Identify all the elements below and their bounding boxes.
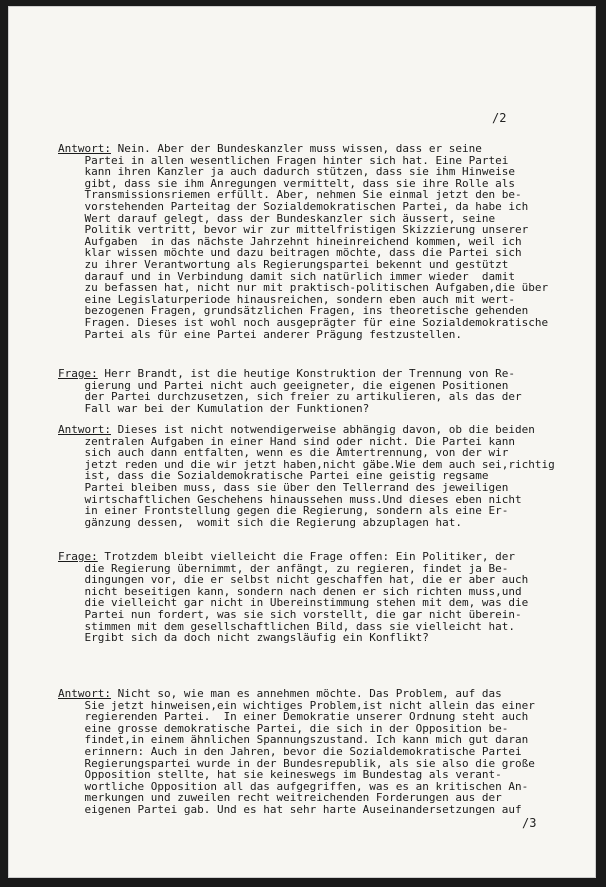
text-line <box>58 494 580 506</box>
line-text: Politik vertritt, bevor wir zur mittelfristigen Skizzierung unserer <box>58 224 529 236</box>
text-line <box>58 224 580 236</box>
text-line <box>58 482 580 494</box>
text-line <box>58 769 580 781</box>
answer-block-1 <box>58 143 580 340</box>
text-line <box>58 143 580 155</box>
line-text: Partei nun fordert, was sie sich vorstellt, die gar nicht überein- <box>58 608 522 621</box>
line-text: Dieses ist nicht notwendigerweise abhängig davon, ob die beiden <box>110 424 535 436</box>
text-line <box>58 178 580 190</box>
text-line <box>58 259 580 271</box>
text-line <box>58 621 580 633</box>
text-line <box>58 609 580 621</box>
text-line <box>58 723 580 735</box>
line-text: klar wissen möchte und dazu beitragen möchte, dass die Partei sich <box>58 247 522 259</box>
line-text: darauf und in Verbindung damit sich natürlich immer wieder damit <box>58 270 515 283</box>
line-text: Aufgaben in das nächste Jahrzehnt hineinreichend kommen, weil ich <box>58 235 522 248</box>
line-text: kann ihren Kanzler ja auch dadurch stützen, dass sie ihm Hinweise <box>58 166 515 178</box>
question-block-2 <box>58 551 580 644</box>
speaker-label: Antwort: <box>58 143 111 155</box>
text-line <box>58 271 580 283</box>
text-line <box>58 632 580 644</box>
text-line <box>58 459 580 471</box>
text-line <box>58 470 580 482</box>
line-text: eine grosse demokratische Partei, die sich in der Opposition be- <box>58 722 509 735</box>
text-line <box>58 380 580 392</box>
line-text: wortliche Opposition all das aufgegriffen, was es an kritischen An- <box>58 780 529 793</box>
text-line <box>58 804 580 816</box>
line-text: Trotzdem bleibt vielleicht die Frage offen: Ein Politiker, der <box>97 551 515 563</box>
text-line <box>58 391 580 403</box>
text-line <box>58 734 580 746</box>
text-line <box>58 711 580 723</box>
text-line <box>58 213 580 225</box>
speaker-label: Frage: <box>58 368 98 380</box>
line-text: die vielleicht gar nicht in Übereinstimmung stehen mit dem, was die <box>58 597 529 609</box>
text-line <box>58 758 580 770</box>
text-line <box>58 201 580 213</box>
text-line <box>58 236 580 248</box>
text-line <box>58 424 580 436</box>
text-line <box>58 746 580 758</box>
line-text: vorstehenden Parteitag der Sozialdemokratischen Partei, da habe ich <box>58 200 529 213</box>
speaker-label: Antwort: <box>58 424 111 436</box>
text-line <box>58 436 580 448</box>
line-text: wirtschaftlichen Geschehens hinaussehen muss.Und dieses eben nicht <box>58 493 522 506</box>
text-line <box>58 247 580 259</box>
line-text: zu ihrer Verantwortung als Regierungspartei bekennt und gestützt <box>58 258 509 271</box>
text-line <box>58 781 580 793</box>
text-line <box>58 551 580 563</box>
line-text: gierung und Partei nicht auch geeigneter, die eigenen Positionen <box>58 379 509 392</box>
text-line <box>58 166 580 178</box>
line-text: in einer Frontstellung gegen die Regierung, sondern als eine Er- <box>58 505 509 517</box>
text-line <box>58 294 580 306</box>
text-line <box>58 189 580 201</box>
page-number-top: /2 <box>492 111 507 125</box>
page-number-bottom: /3 <box>522 816 537 830</box>
text-line <box>58 155 580 167</box>
line-text: sich auch dann entfalten, wenn es die Ämtertrennung, von der wir <box>58 447 509 459</box>
line-text: Opposition stellte, hat sie keineswegs im Bundestag als verant- <box>58 769 502 781</box>
speaker-label: Antwort: <box>58 688 111 700</box>
line-text: Nein. Aber der Bundeskanzler muss wissen, dass er seine <box>110 143 482 155</box>
text-line <box>58 563 580 575</box>
line-text: eine Legislaturperiode hinausreichen, sondern eben auch mit wert- <box>58 293 515 306</box>
line-text: Sie jetzt hinweisen,ein wichtiges Problem,ist nicht allein das einer <box>58 699 535 712</box>
line-text: die Regierung übernimmt, der anfängt, zu regieren, findet ja Be- <box>58 562 509 575</box>
line-text: Partei bleiben muss, dass sie über den Tellerrand des jeweiligen <box>58 481 509 494</box>
line-text: jetzt reden und die wir jetzt haben,nicht gäbe.Wie dem auch sei,richtig <box>58 458 555 471</box>
text-line <box>58 700 580 712</box>
line-text: bezogenen Fragen, grundsätzlichen Fragen, ins theoretische gehenden <box>58 305 529 317</box>
speaker-label: Frage: <box>58 551 98 563</box>
line-text: Transmissionsriemen erfüllt. Aber, nehmen Sie einmal jetzt den be- <box>58 189 522 201</box>
text-line <box>58 792 580 804</box>
text-line <box>58 282 580 294</box>
line-text: Herr Brandt, ist die heutige Konstruktion der Trennung von Re- <box>97 368 515 380</box>
text-line <box>58 517 580 529</box>
line-text: gänzung dessen, womit sich die Regierung abzuplagen hat. <box>58 516 462 529</box>
text-line <box>58 403 580 415</box>
line-text: findet,in einem ähnlichen Spannungszustand. Ich kann mich gut daran <box>58 734 529 746</box>
text-line <box>58 329 580 341</box>
line-text: nicht beseitigen kann, sondern nach denen er sich richten muss,und <box>58 585 522 598</box>
line-text: Fragen. Dieses ist wohl noch ausgeprägter für eine Sozialdemokratische <box>58 316 549 329</box>
text-line <box>58 447 580 459</box>
text-line <box>58 574 580 586</box>
line-text: regierenden Partei. In einer Demokratie unserer Ordnung steht auch <box>58 711 529 723</box>
line-text: gibt, dass sie ihm Anregungen vermittelt, dass sie ihre Rolle als <box>58 177 515 190</box>
line-text: zu befassen hat, nicht nur mit praktisch-politischen Aufgaben,die über <box>58 282 549 294</box>
text-line <box>58 368 580 380</box>
line-text: der Partei durchzusetzen, sich freier zu artikulieren, als das der <box>58 391 522 403</box>
text-line <box>58 688 580 700</box>
text-line <box>58 317 580 329</box>
answer-block-2 <box>58 424 580 528</box>
line-text: Regierungspartei wurde in der Bundesrepublik, als sie also die große <box>58 757 535 770</box>
line-text: ist, dass die Sozialdemokratische Partei eine geistig regsame <box>58 470 489 482</box>
line-text: Fall war bei der Kumulation der Funktionen? <box>58 402 370 415</box>
line-text: Partei in allen wesentlichen Fragen hinter sich hat. Eine Partei <box>58 154 509 167</box>
question-block-1 <box>58 368 580 414</box>
text-line <box>58 505 580 517</box>
line-text: Partei als für eine Partei anderer Prägung festzustellen. <box>58 328 462 341</box>
line-text: eigenen Partei gab. Und es hat sehr harte Auseinandersetzungen auf <box>58 803 522 816</box>
line-text: merkungen und zuweilen recht weitreichenden Forderungen aus der <box>58 792 502 804</box>
typescript-page <box>8 6 596 878</box>
line-text: dingungen vor, die er selbst nicht geschaffen hat, die er aber auch <box>58 574 529 586</box>
text-line <box>58 597 580 609</box>
line-text: erinnern: Auch in den Jahren, bevor die Sozialdemokratische Partei <box>58 745 522 758</box>
line-text: zentralen Aufgaben in einer Hand sind oder nicht. Die Partei kann <box>58 435 515 448</box>
line-text: Nicht so, wie man es annehmen möchte. Das Problem, auf das <box>110 688 502 700</box>
text-line <box>58 305 580 317</box>
answer-block-3 <box>58 688 580 816</box>
line-text: Ergibt sich da doch nicht zwangsläufig ein Konflikt? <box>58 632 429 644</box>
line-text: Wert darauf gelegt, dass der Bundeskanzler sich äussert, seine <box>58 212 496 225</box>
line-text: stimmen mit dem gesellschaftlichen Bild, dass sie vielleicht hat. <box>58 620 515 633</box>
text-line <box>58 586 580 598</box>
